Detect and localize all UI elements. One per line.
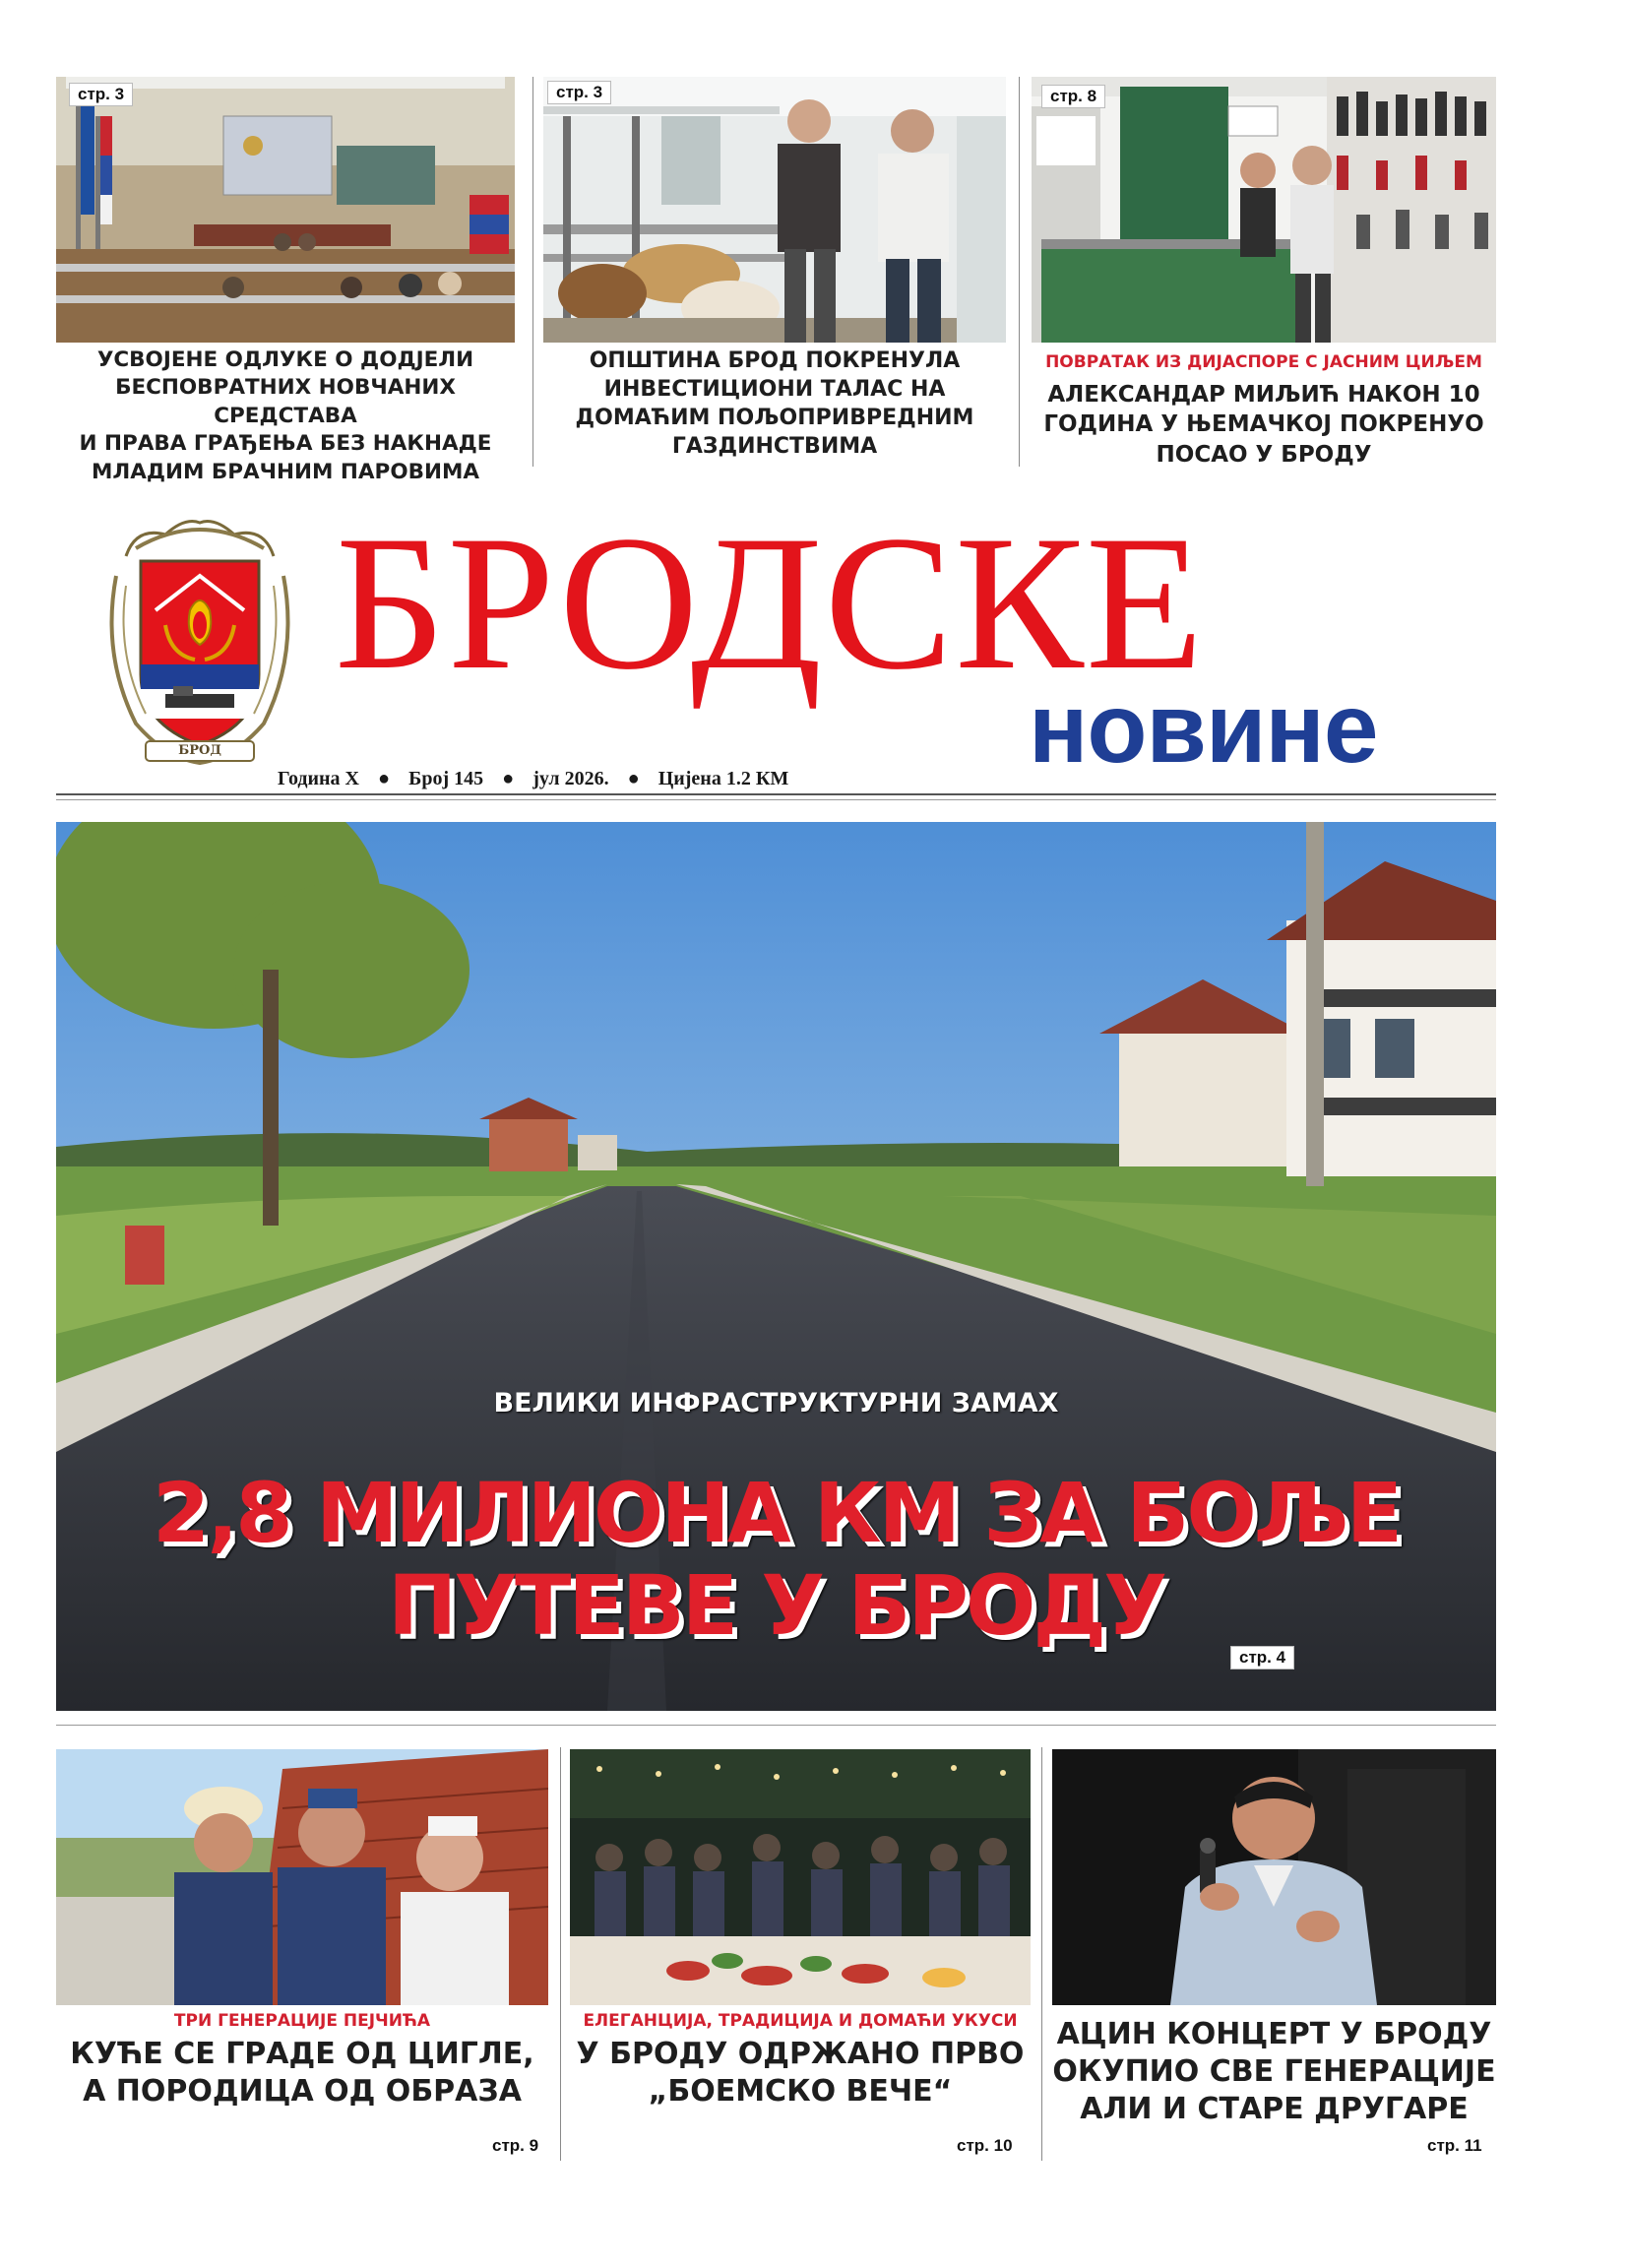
headline-story-2[interactable] xyxy=(543,346,1006,461)
headline-line: ГАЗДИНСТВИМА xyxy=(671,434,878,460)
issue-year: Година X xyxy=(278,768,359,789)
page-ref-bottom-2[interactable]: стр. 10 xyxy=(957,2136,1013,2155)
headline-line: МЛАДИМ БРАЧНИМ ПАРОВИМА xyxy=(91,459,480,484)
lead-headline-line-1: 2,8 МИЛИОНА КМ ЗА БОЉЕ xyxy=(152,1465,1401,1561)
headline-line: ОПШТИНА БРОД ПОКРЕНУЛА xyxy=(589,348,961,373)
column-divider xyxy=(1019,77,1020,467)
headline-line: БЕСПОВРАТНИХ НОВЧАНИХ СРЕДСТАВА xyxy=(115,375,456,428)
photo-concert-singer xyxy=(1052,1749,1496,2005)
headline-story-3[interactable] xyxy=(1024,380,1504,470)
issue-info xyxy=(278,768,788,790)
kicker-story-3: ПОВРАТАК ИЗ ДИЈАСПОРЕ С ЈАСНИМ ЦИЉЕМ xyxy=(1045,352,1482,372)
headline-line: ИНВЕСТИЦИОНИ ТАЛАС НА xyxy=(603,377,946,403)
masthead-title: БРОДСКЕ xyxy=(335,496,1206,710)
issue-number: Број 145 xyxy=(408,768,484,789)
page-ref-bottom-1[interactable]: стр. 9 xyxy=(492,2136,539,2155)
kicker-bottom-2: ЕЛЕГАНЦИЈА, ТРАДИЦИЈА И ДОМАЋИ УКУСИ xyxy=(583,2011,1018,2031)
coat-of-arms-icon xyxy=(96,517,303,768)
issue-date: јул 2026. xyxy=(532,768,609,789)
headline-bottom-2[interactable] xyxy=(570,2036,1031,2111)
headline-line: У БРОДУ ОДРЖАНО ПРВО xyxy=(576,2037,1025,2071)
headline-line: ПОСАО У БРОДУ xyxy=(1156,441,1372,468)
bullet-icon: ● xyxy=(378,768,391,789)
lead-kicker: ВЕЛИКИ ИНФРАСТРУКТУРНИ ЗАМАХ xyxy=(493,1388,1059,1418)
bullet-icon: ● xyxy=(502,768,515,789)
headline-line: АЛИ И СТАРЕ ДРУГАРЕ xyxy=(1080,2092,1469,2127)
issue-price: Цијена 1.2 КМ xyxy=(657,768,789,789)
page-ref-story-2[interactable]: стр. 3 xyxy=(547,81,611,104)
page-ref-lead[interactable]: стр. 4 xyxy=(1230,1646,1294,1670)
page-ref-story-1[interactable]: стр. 3 xyxy=(69,83,133,106)
lead-headline-line-2: ПУТЕВЕ У БРОДУ xyxy=(388,1557,1164,1655)
bullet-icon: ● xyxy=(627,768,640,789)
masthead-rule-thin xyxy=(56,799,1496,800)
headline-bottom-3[interactable] xyxy=(1052,2016,1496,2128)
kicker-bottom-1: ТРИ ГЕНЕРАЦИЈЕ ПЕЈЧИЋА xyxy=(173,2011,431,2031)
headline-line: ДОМАЋИМ ПОЉОПРИВРЕДНИМ xyxy=(575,406,974,431)
masthead-rule xyxy=(56,793,1496,795)
section-rule xyxy=(56,1725,1496,1726)
headline-line: АЦИН КОНЦЕРТ У БРОДУ xyxy=(1056,2017,1492,2051)
column-divider xyxy=(532,77,533,467)
crest-text: БРОД xyxy=(178,743,221,758)
headline-line: КУЋЕ СЕ ГРАДЕ ОД ЦИГЛЕ, xyxy=(70,2037,534,2071)
page-ref-story-3[interactable]: стр. 8 xyxy=(1041,85,1105,108)
column-divider xyxy=(560,1747,561,2161)
headline-line: А ПОРОДИЦА ОД ОБРАЗА xyxy=(83,2074,522,2110)
page-ref-bottom-3[interactable]: стр. 11 xyxy=(1427,2136,1482,2155)
photo-farm-visit xyxy=(543,77,1006,343)
photo-three-generations xyxy=(56,1749,548,2005)
masthead-subtitle: новине xyxy=(1029,673,1378,784)
headline-line: И ПРАВА ГРАЂЕЊА БЕЗ НАКНАДЕ xyxy=(79,431,492,457)
headline-line: „БОЕМСКО ВЕЧЕ“ xyxy=(648,2074,953,2110)
photo-shop-owners xyxy=(1032,77,1496,343)
photo-council-session xyxy=(56,77,515,343)
photo-bohemian-evening xyxy=(570,1749,1031,2005)
headline-line: УСВОЈЕНЕ ОДЛУКЕ О ДОДЈЕЛИ xyxy=(96,347,474,372)
headline-line: ОКУПИО СВЕ ГЕНЕРАЦИЈЕ xyxy=(1052,2054,1496,2090)
headline-bottom-1[interactable] xyxy=(56,2036,548,2111)
lead-headline[interactable] xyxy=(56,1465,1496,1655)
column-divider xyxy=(1041,1747,1042,2161)
headline-line: АЛЕКСАНДАР МИЉИЋ НАКОН 10 xyxy=(1047,382,1480,408)
headline-line: ГОДИНА У ЊЕМАЧКОЈ ПОКРЕНУО xyxy=(1043,411,1484,438)
headline-story-1[interactable] xyxy=(51,346,520,486)
